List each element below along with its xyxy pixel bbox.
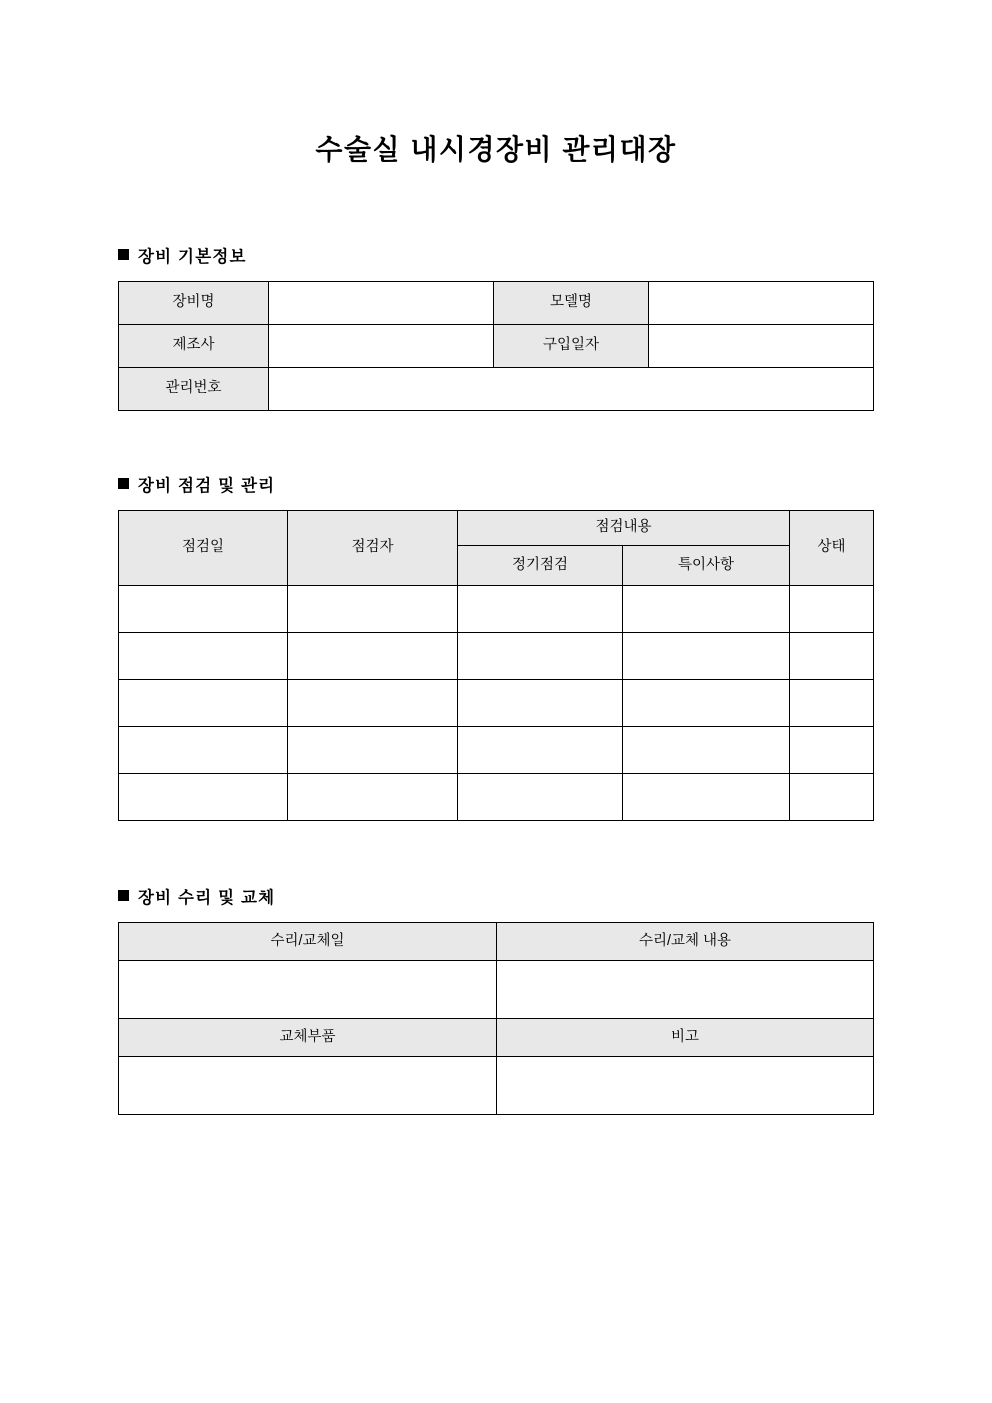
cell-inspection-date[interactable] (119, 679, 288, 726)
table-row (119, 773, 874, 820)
section-heading-label: 장비 점검 및 관리 (138, 476, 276, 495)
section-equipment-repair (118, 821, 873, 1115)
cell-inspection-date[interactable] (119, 773, 288, 820)
cell-regular-inspection[interactable] (458, 773, 623, 820)
cell-inspector[interactable] (288, 679, 458, 726)
label-model-name: 모델명 (494, 281, 649, 324)
cell-special-notes[interactable] (623, 679, 790, 726)
section-heading-repair (118, 821, 873, 908)
cell-inspector[interactable] (288, 585, 458, 632)
cell-regular-inspection[interactable] (458, 726, 623, 773)
table-row (119, 1056, 874, 1114)
cell-inspection-date[interactable] (119, 632, 288, 679)
value-management-number[interactable] (269, 367, 874, 410)
column-header-inspection-date: 점검일 (119, 510, 288, 585)
label-equipment-name: 장비명 (119, 281, 269, 324)
equipment-repair-table (118, 922, 874, 1115)
cell-repair-date[interactable] (119, 960, 497, 1018)
cell-special-notes[interactable] (623, 726, 790, 773)
table-row (119, 324, 874, 367)
column-header-status: 상태 (790, 510, 874, 585)
section-heading-basic-info (118, 167, 873, 267)
cell-special-notes[interactable] (623, 632, 790, 679)
black-square-icon (118, 890, 129, 901)
section-heading-label: 장비 기본정보 (138, 247, 247, 266)
cell-inspector[interactable] (288, 773, 458, 820)
column-header-replaced-parts: 교체부품 (119, 1018, 497, 1056)
value-purchase-date[interactable] (649, 324, 874, 367)
column-header-inspection-content: 점검내용 (458, 510, 790, 545)
cell-status[interactable] (790, 726, 874, 773)
equipment-basic-info-table (118, 281, 874, 411)
cell-regular-inspection[interactable] (458, 585, 623, 632)
black-square-icon (118, 478, 129, 489)
cell-regular-inspection[interactable] (458, 679, 623, 726)
cell-special-notes[interactable] (623, 585, 790, 632)
cell-inspection-date[interactable] (119, 585, 288, 632)
table-row (119, 367, 874, 410)
section-heading-inspection (118, 411, 873, 496)
column-header-inspector: 점검자 (288, 510, 458, 585)
table-row (119, 726, 874, 773)
column-header-repair-content: 수리/교체 내용 (497, 922, 874, 960)
cell-inspector[interactable] (288, 726, 458, 773)
table-header-row (119, 1018, 874, 1056)
column-header-remarks: 비고 (497, 1018, 874, 1056)
cell-remarks[interactable] (497, 1056, 874, 1114)
value-model-name[interactable] (649, 281, 874, 324)
table-row (119, 585, 874, 632)
black-square-icon (118, 249, 129, 260)
section-equipment-inspection (118, 411, 873, 821)
table-header-row-1 (119, 510, 874, 545)
section-heading-label: 장비 수리 및 교체 (138, 888, 276, 907)
cell-regular-inspection[interactable] (458, 632, 623, 679)
cell-status[interactable] (790, 585, 874, 632)
page-title: 수술실 내시경장비 관리대장 (315, 134, 677, 165)
value-equipment-name[interactable] (269, 281, 494, 324)
table-row (119, 960, 874, 1018)
label-management-number: 관리번호 (119, 367, 269, 410)
cell-status[interactable] (790, 773, 874, 820)
cell-replaced-parts[interactable] (119, 1056, 497, 1114)
column-header-repair-date: 수리/교체일 (119, 922, 497, 960)
cell-repair-content[interactable] (497, 960, 874, 1018)
table-row (119, 679, 874, 726)
cell-status[interactable] (790, 679, 874, 726)
column-header-special-notes: 특이사항 (623, 545, 790, 585)
cell-inspector[interactable] (288, 632, 458, 679)
label-purchase-date: 구입일자 (494, 324, 649, 367)
equipment-inspection-table (118, 510, 874, 821)
label-manufacturer: 제조사 (119, 324, 269, 367)
cell-status[interactable] (790, 632, 874, 679)
section-equipment-basic-info (118, 167, 873, 411)
value-manufacturer[interactable] (269, 324, 494, 367)
table-header-row (119, 922, 874, 960)
table-row (119, 281, 874, 324)
table-row (119, 632, 874, 679)
cell-inspection-date[interactable] (119, 726, 288, 773)
cell-special-notes[interactable] (623, 773, 790, 820)
column-header-regular-inspection: 정기점검 (458, 545, 623, 585)
